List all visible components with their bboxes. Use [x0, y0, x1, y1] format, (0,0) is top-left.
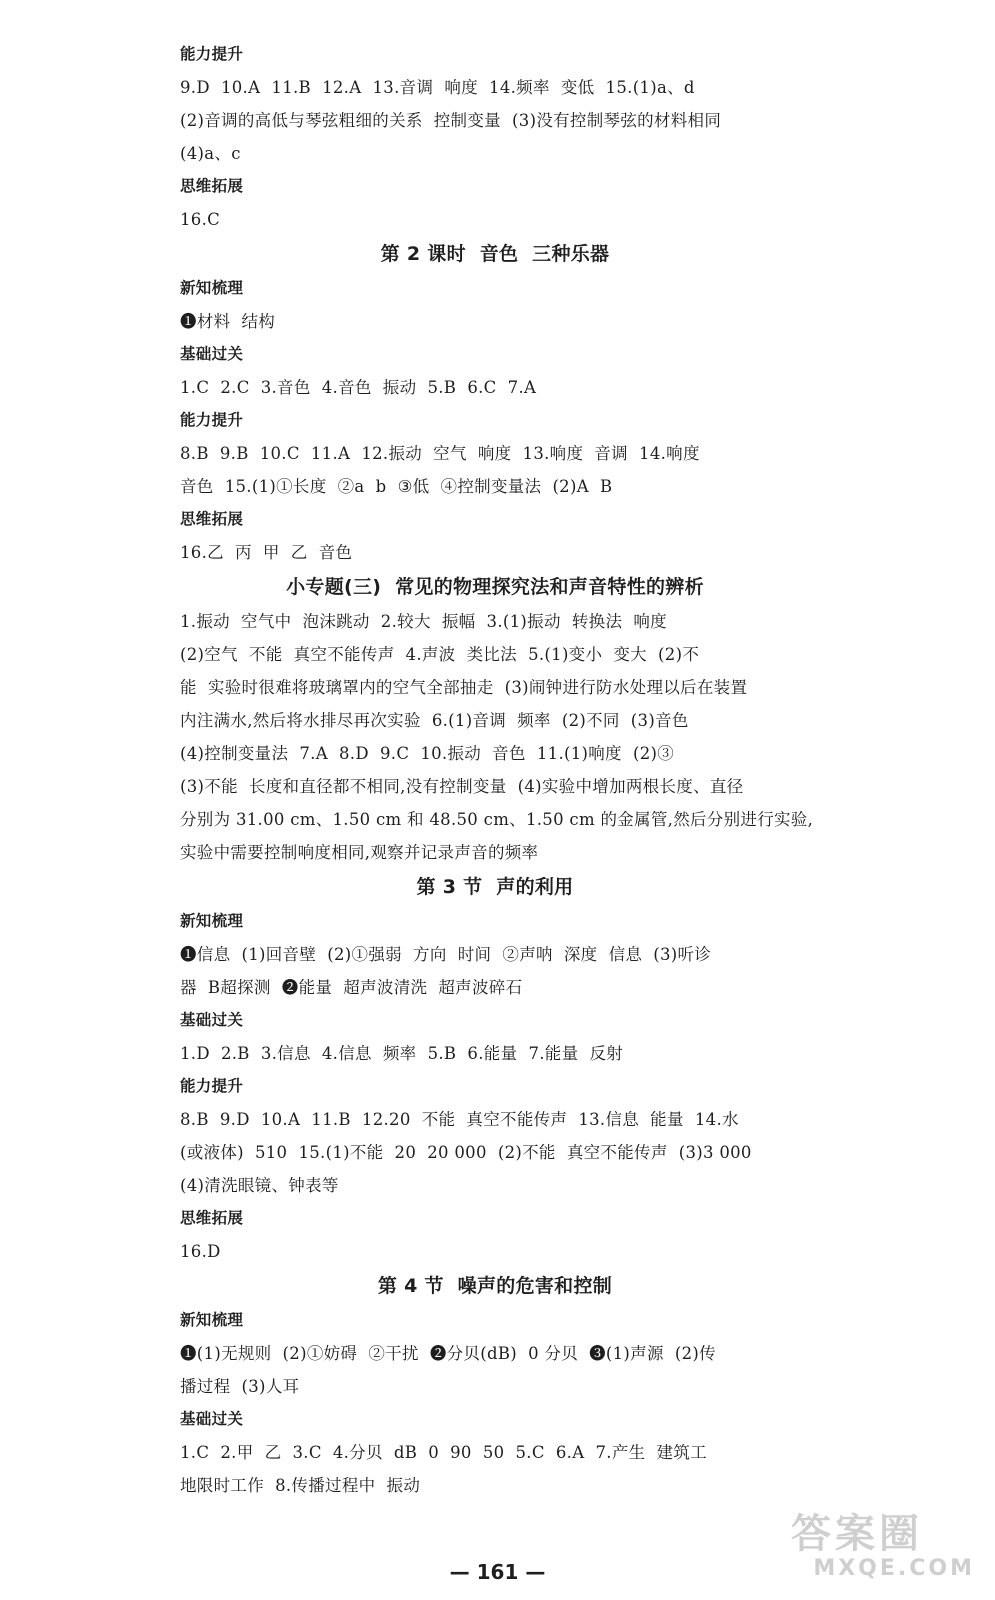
- section-heading: 第 3 节 声的利用: [416, 876, 574, 898]
- answer-line: 16.乙 丙 甲 乙 音色: [180, 543, 353, 562]
- section-label: 能力提升: [180, 1077, 244, 1095]
- answer-line: (4)控制变量法 7.A 8.D 9.C 10.振动 音色 11.(1)响度 (2)③: [180, 744, 675, 763]
- section-label: 思维拓展: [180, 1209, 244, 1227]
- section-heading: 小专题(三) 常见的物理探究法和声音特性的辨析: [286, 576, 704, 598]
- watermark-bottom-text: MXQE.COM: [813, 1556, 975, 1581]
- answer-line: 1.C 2.C 3.音色 4.音色 振动 5.B 6.C 7.A: [180, 378, 537, 397]
- answer-line: ❶信息 (1)回音壁 (2)①强弱 方向 时间 ②声呐 深度 信息 (3)听诊: [180, 945, 712, 964]
- answer-line: 1.C 2.甲 乙 3.C 4.分贝 dB 0 90 50 5.C 6.A 7.产生 建筑工: [180, 1443, 707, 1462]
- section-label: 基础过关: [180, 345, 244, 363]
- answer-line: 1.振动 空气中 泡沫跳动 2.较大 振幅 3.(1)振动 转换法 响度: [180, 612, 667, 631]
- answer-line: 播过程 (3)人耳: [180, 1377, 300, 1396]
- answer-line: 9.D 10.A 11.B 12.A 13.音调 响度 14.频率 变低 15.(1)a、d: [180, 78, 695, 97]
- watermark-logo: [791, 1512, 981, 1592]
- answer-line: 地限时工作 8.传播过程中 振动: [180, 1476, 421, 1495]
- answer-line: ❶材料 结构: [180, 312, 276, 331]
- answer-line: (3)不能 长度和直径都不相同,没有控制变量 (4)实验中增加两根长度、直径: [180, 777, 744, 796]
- page-number: — 161 —: [449, 1560, 546, 1584]
- answer-line: 音色 15.(1)①长度 ②a b ③低 ④控制变量法 (2)A B: [180, 477, 613, 496]
- answer-line: (2)音调的高低与琴弦粗细的关系 控制变量 (3)没有控制琴弦的材料相同: [180, 111, 722, 130]
- answer-line: (或液体) 510 15.(1)不能 20 20 000 (2)不能 真空不能传声 (3)3 000: [180, 1143, 752, 1162]
- answer-line: 实验中需要控制响度相同,观察并记录声音的频率: [180, 843, 539, 862]
- answer-line: 16.D: [180, 1242, 221, 1261]
- section-label: 能力提升: [180, 411, 244, 429]
- section-label: 基础过关: [180, 1011, 244, 1029]
- section-heading: 第 4 节 噪声的危害和控制: [377, 1275, 613, 1297]
- answer-line: 8.B 9.D 10.A 11.B 12.20 不能 真空不能传声 13.信息 能量 14.水: [180, 1110, 739, 1129]
- answer-line: (4)a、c: [180, 144, 241, 163]
- section-label: 思维拓展: [180, 177, 244, 195]
- answer-line: (2)空气 不能 真空不能传声 4.声波 类比法 5.(1)变小 变大 (2)不: [180, 645, 700, 664]
- answer-line: (4)清洗眼镜、钟表等: [180, 1176, 339, 1195]
- answer-lines: [180, 38, 814, 1502]
- section-heading: 第 2 课时 音色 三种乐器: [380, 243, 610, 265]
- section-label: 基础过关: [180, 1410, 244, 1428]
- watermark-top-text: 答案圈: [791, 1511, 923, 1557]
- answer-key-page: [180, 38, 814, 1502]
- answer-line: 分别为 31.00 cm、1.50 cm 和 48.50 cm、1.50 cm 的金属管,然后分别进行实验,: [180, 810, 814, 829]
- answer-line: 能 实验时很难将玻璃罩内的空气全部抽走 (3)闹钟进行防水处理以后在装置: [180, 678, 748, 697]
- answer-line: 器 B超探测 ❷能量 超声波清洗 超声波碎石: [180, 978, 523, 997]
- section-label: 思维拓展: [180, 510, 244, 528]
- answer-line: 内注满水,然后将水排尽再次实验 6.(1)音调 频率 (2)不同 (3)音色: [180, 711, 689, 730]
- answer-line: ❶(1)无规则 (2)①妨碍 ②干扰 ❷分贝(dB) 0 分贝 ❸(1)声源 (2)传: [180, 1344, 716, 1363]
- section-label: 新知梳理: [180, 279, 244, 297]
- answer-line: 1.D 2.B 3.信息 4.信息 频率 5.B 6.能量 7.能量 反射: [180, 1044, 624, 1063]
- answer-line: 16.C: [180, 210, 221, 229]
- section-label: 新知梳理: [180, 1311, 244, 1329]
- section-label: 新知梳理: [180, 912, 244, 930]
- answer-line: 8.B 9.B 10.C 11.A 12.振动 空气 响度 13.响度 音调 14.响度: [180, 444, 700, 463]
- section-label: 能力提升: [180, 45, 244, 63]
